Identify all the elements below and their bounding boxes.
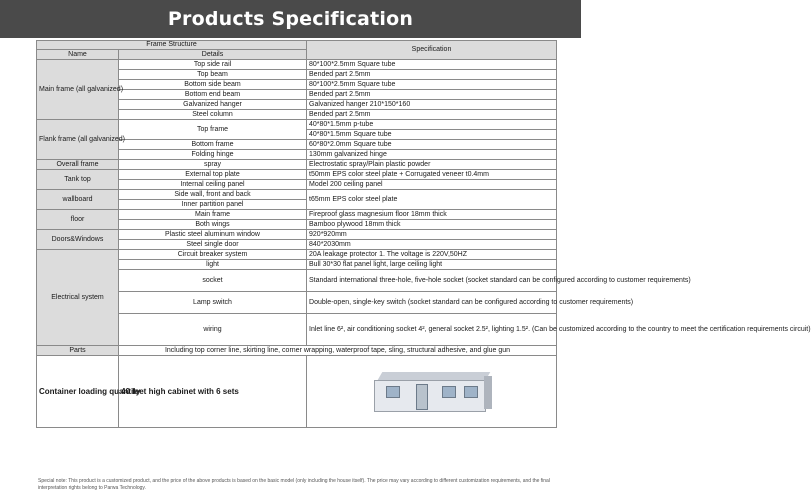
group-flank-frame: Flank frame (all galvanized): [37, 120, 119, 160]
detail-cell: socket: [119, 270, 307, 292]
spec-cell: Inlet line 6², air conditioning socket 4², general socket 2.5², lighting 1.5². (Can be customized according to the country to meet the certification requirements circuit): [307, 314, 557, 346]
spec-cell: Electrostatic spray/Plain plastic powder: [307, 160, 557, 170]
spec-cell: 40*80*1.5mm Square tube: [307, 130, 557, 140]
group-electrical: Electrical system: [37, 250, 119, 346]
spec-cell: Bended part 2.5mm: [307, 90, 557, 100]
special-note: Special note: This product is a customized product, and the price of the above products is based on the basic model (only including the house itself). The price may vary according to different customization requirements, and the final interpretation rights belong to Parwa Technology.: [38, 478, 550, 491]
detail-cell: Internal ceiling panel: [119, 180, 307, 190]
detail-cell: Bottom side beam: [119, 80, 307, 90]
table-row: [37, 120, 557, 130]
specification-header: Specification: [307, 41, 557, 60]
parts-spec-cell: Including top corner line, skirting line, corner wrapping, waterproof tape, sling, structural adhesive, and glue gun: [119, 346, 557, 356]
table-row: [37, 250, 557, 260]
group-overall-frame: Overall frame: [37, 160, 119, 170]
group-wallboard: wallboard: [37, 190, 119, 210]
name-column-header: Name: [37, 50, 119, 60]
detail-cell: Both wings: [119, 220, 307, 230]
spec-cell: 20A leakage protector 1. The voltage is 220V,50HZ: [307, 250, 557, 260]
spec-cell: 920*920mm: [307, 230, 557, 240]
container-illustration: [372, 368, 492, 416]
spec-cell: 80*100*2.5mm Square tube: [307, 60, 557, 70]
detail-cell: Lamp switch: [119, 292, 307, 314]
spec-cell: Model 200 ceiling panel: [307, 180, 557, 190]
detail-cell: Side wall, front and back: [119, 190, 307, 200]
page-title: Products Specification: [0, 0, 581, 38]
details-column-header: Details: [119, 50, 307, 60]
detail-cell: Steel column: [119, 110, 307, 120]
table-row: [37, 230, 557, 240]
spec-cell: Standard international three-hole, five-hole socket (socket standard can be configured according to customer requirements): [307, 270, 557, 292]
table-row: [37, 160, 557, 170]
table-row: [37, 346, 557, 356]
group-tank-top: Tank top: [37, 170, 119, 190]
group-parts: Parts: [37, 346, 119, 356]
detail-cell: External top plate: [119, 170, 307, 180]
spec-cell: Fireproof glass magnesium floor 18mm thick: [307, 210, 557, 220]
table-row: [37, 170, 557, 180]
detail-cell: Folding hinge: [119, 150, 307, 160]
detail-cell: Steel single door: [119, 240, 307, 250]
detail-cell: Top side rail: [119, 60, 307, 70]
spec-cell: Bull 30*30 flat panel light, large ceiling light: [307, 260, 557, 270]
spec-cell: Galvanized hanger 210*150*160: [307, 100, 557, 110]
spec-cell: Double-open, single-key switch (socket standard can be configured according to customer requirements): [307, 292, 557, 314]
table-row: [37, 356, 557, 428]
container-image-cell: [307, 356, 557, 428]
group-doors-windows: Doors&Windows: [37, 230, 119, 250]
detail-cell: Bottom frame: [119, 140, 307, 150]
spec-cell: Bended part 2.5mm: [307, 70, 557, 80]
spec-cell: t50mm EPS color steel plate + Corrugated veneer t0.4mm: [307, 170, 557, 180]
frame-structure-header: Frame Structure: [37, 41, 307, 50]
spec-cell: 40*80*1.5mm p-tube: [307, 120, 557, 130]
spec-cell: 80*100*2.5mm Square tube: [307, 80, 557, 90]
container-loading-detail: 40 feet high cabinet with 6 sets: [119, 356, 307, 428]
table-row: [37, 60, 557, 70]
spec-cell: Bamboo plywood 18mm thick: [307, 220, 557, 230]
group-main-frame: Main frame (all galvanized): [37, 60, 119, 120]
spec-cell: t65mm EPS color steel plate: [307, 190, 557, 210]
spec-cell: 130mm galvanized hinge: [307, 150, 557, 160]
spec-cell: Bended part 2.5mm: [307, 110, 557, 120]
spec-cell: 60*80*2.0mm Square tube: [307, 140, 557, 150]
table-row: [37, 210, 557, 220]
detail-cell: Circuit breaker system: [119, 250, 307, 260]
detail-cell: Top frame: [119, 120, 307, 140]
detail-cell: light: [119, 260, 307, 270]
spec-table: [36, 40, 811, 428]
detail-cell: Main frame: [119, 210, 307, 220]
detail-cell: wiring: [119, 314, 307, 346]
detail-cell: Top beam: [119, 70, 307, 80]
spec-cell: 840*2030mm: [307, 240, 557, 250]
detail-cell: Bottom end beam: [119, 90, 307, 100]
group-container-loading: Container loading quantity: [37, 356, 119, 428]
detail-cell: Plastic steel aluminum window: [119, 230, 307, 240]
table-row: [37, 190, 557, 200]
detail-cell: Galvanized hanger: [119, 100, 307, 110]
detail-cell: spray: [119, 160, 307, 170]
detail-cell: Inner partition panel: [119, 200, 307, 210]
group-floor: floor: [37, 210, 119, 230]
table-header-row: [37, 41, 557, 50]
